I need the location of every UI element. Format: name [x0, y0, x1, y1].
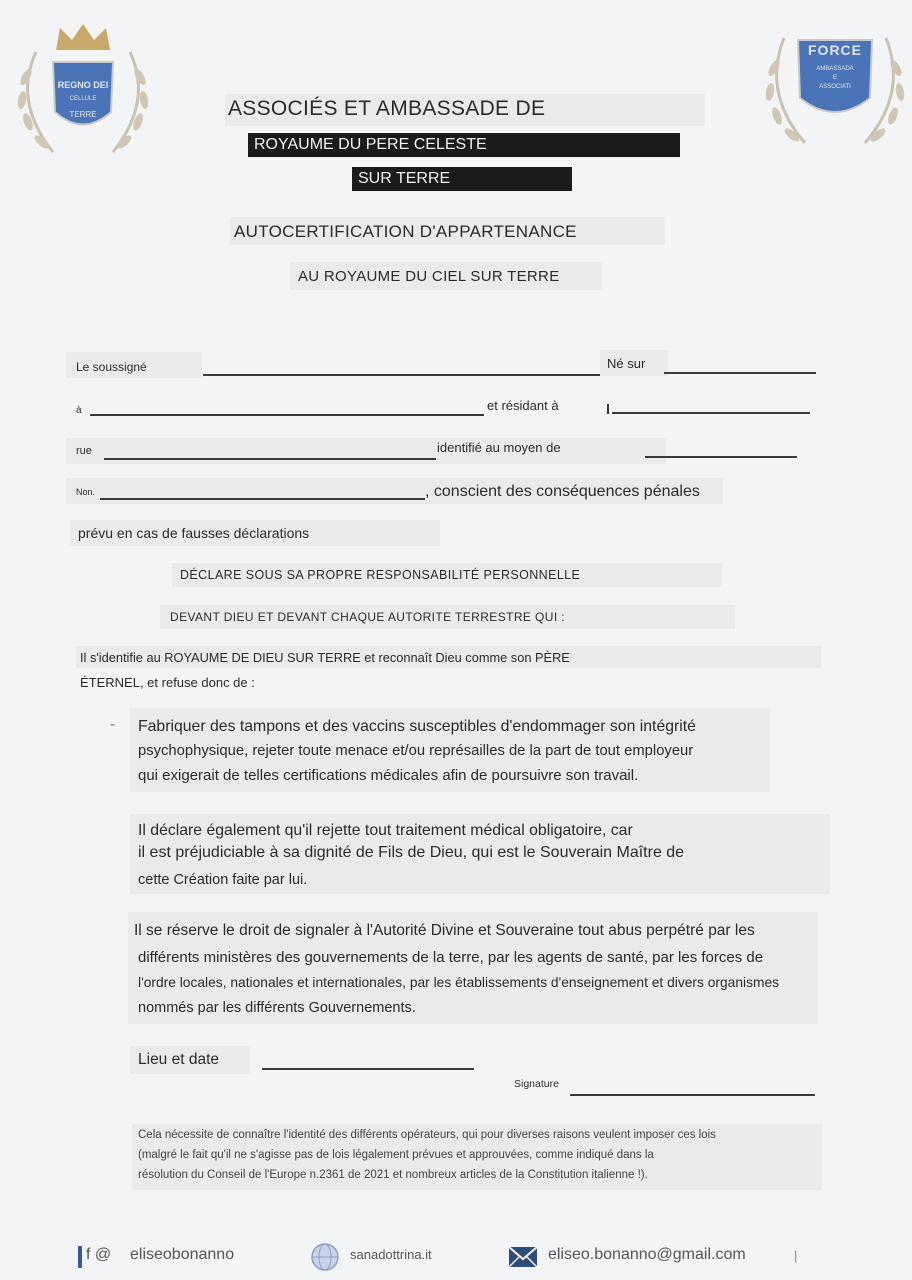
declare-line1: DÉCLARE SOUS SA PROPRE RESPONSABILITÉ PERSONNELLE: [180, 568, 581, 582]
facebook-link[interactable]: [78, 1244, 248, 1270]
declare-line2: DEVANT DIEU ET DEVANT CHAQUE AUTORITE TERRESTRE QUI :: [170, 610, 566, 624]
right-emblem-line3: E: [832, 75, 837, 81]
label-rue: rue: [76, 445, 92, 457]
para3-line2: différents ministères des gouvernements de la terre, par les agents de santé, par les forces de: [138, 949, 764, 966]
document-title: ASSOCIÉS ET AMBASSADE DE: [228, 97, 546, 120]
globe-icon: [310, 1242, 340, 1272]
bullet-line2: psychophysique, rejeter toute menace et/ou représailles de la part de tout employeur: [138, 743, 694, 759]
bullet-line1: Fabriquer des tampons et des vaccins susceptibles d'endommager son intégrité: [138, 718, 696, 735]
left-emblem-line1: REGNO DEI: [57, 80, 109, 90]
bullet-line3: qui exigerait de telles certifications médicales afin de poursuivre son travail.: [138, 767, 639, 784]
facebook-handle: eliseobonanno: [130, 1246, 235, 1263]
black-bar-royaume: ROYAUME DU PERE CELESTE: [248, 133, 680, 157]
note-line2: (malgré le fait qu'il ne s'agisse pas de lois légalement prévues et approuvées, comme indiqué dans la: [138, 1149, 654, 1161]
right-emblem-line1: FORCE: [808, 42, 862, 58]
field-name-line[interactable]: [203, 374, 601, 376]
subtitle-autocertification: AUTOCERTIFICATION D'APPARTENANCE: [234, 222, 577, 241]
para3-line4: nommés par les différents Gouvernements.: [138, 1000, 416, 1016]
label-ne-sur: Né sur: [607, 356, 646, 371]
website-link[interactable]: [310, 1242, 470, 1272]
label-non: Non.: [76, 487, 96, 497]
left-emblem: [8, 22, 158, 167]
field-birth-line[interactable]: [664, 372, 816, 374]
label-prevu: prévu en cas de fausses déclarations: [78, 525, 310, 541]
para2-line2: il est préjudiciable à sa dignité de Fils de Dieu, qui est le Souverain Maître de: [138, 844, 685, 861]
para3-line1: Il se réserve le droit de signaler à l'Autorité Divine et Souveraine tout abus perpétré par les: [134, 922, 755, 939]
field-id-doc-line[interactable]: [645, 456, 797, 458]
label-identifie: identifié au moyen de: [437, 440, 561, 455]
field-birthplace-line[interactable]: [90, 414, 484, 416]
email-address: eliseo.bonanno@gmail.com: [548, 1246, 746, 1263]
black-bar-sur-terre: SUR TERRE: [352, 167, 572, 191]
label-residant: et résidant à: [487, 398, 559, 413]
note-line1: Cela nécessite de connaître l'identité des différents opérateurs, qui pour diverses raisons veulent imposer ces lois: [138, 1129, 716, 1141]
left-emblem-line3: TERRE: [69, 110, 97, 119]
left-emblem-line2: CELLULE: [69, 96, 97, 102]
para2-line1: Il déclare également qu'il rejette tout traitement médical obligatoire, car: [138, 822, 633, 839]
facebook-symbols: f @: [86, 1246, 112, 1263]
label-a: à: [76, 405, 82, 416]
bullet-marker: -: [110, 716, 116, 733]
facebook-bar-icon: [78, 1246, 82, 1268]
note-line3: résolution du Conseil de l'Europe n.2361 de 2021 et nombreux articles de la Constitution italienne !).: [138, 1169, 648, 1181]
website-url: sanadottrina.it: [350, 1247, 432, 1262]
label-lieu-date: Lieu et date: [138, 1051, 220, 1068]
field-street-line[interactable]: [104, 458, 436, 460]
intro-line2: ÉTERNEL, et refuse donc de :: [80, 675, 255, 690]
envelope-icon: [508, 1246, 538, 1268]
footer-pipe: |: [794, 1248, 798, 1263]
field-residence-line[interactable]: [612, 412, 810, 414]
email-link[interactable]: [508, 1244, 798, 1270]
label-conscient: , conscient des conséquences pénales: [425, 483, 700, 500]
separator-tick: [607, 404, 609, 414]
right-emblem-line4: ASSOCIATI: [819, 84, 851, 90]
field-signature-line[interactable]: [570, 1094, 815, 1096]
subtitle-royaume-ciel: AU ROYAUME DU CIEL SUR TERRE: [298, 268, 560, 285]
field-number-line[interactable]: [100, 498, 425, 500]
row3-shade: [66, 438, 666, 464]
right-emblem-line2: AMBASSADA: [816, 66, 854, 72]
para2-line3: cette Création faite par lui.: [138, 872, 308, 888]
para3-line3: l'ordre locales, nationales et internationales, par les établissements d'enseignement et divers organismes: [138, 975, 780, 990]
right-emblem: [760, 18, 910, 158]
laurel-crown-icon: [8, 22, 158, 167]
intro-line1: Il s'identifie au ROYAUME DE DIEU SUR TERRE et reconnaît Dieu comme son PÈRE: [80, 650, 570, 665]
label-soussigne: Le soussigné: [76, 360, 147, 374]
label-signature: Signature: [514, 1078, 559, 1090]
field-lieu-date-line[interactable]: [262, 1068, 474, 1070]
